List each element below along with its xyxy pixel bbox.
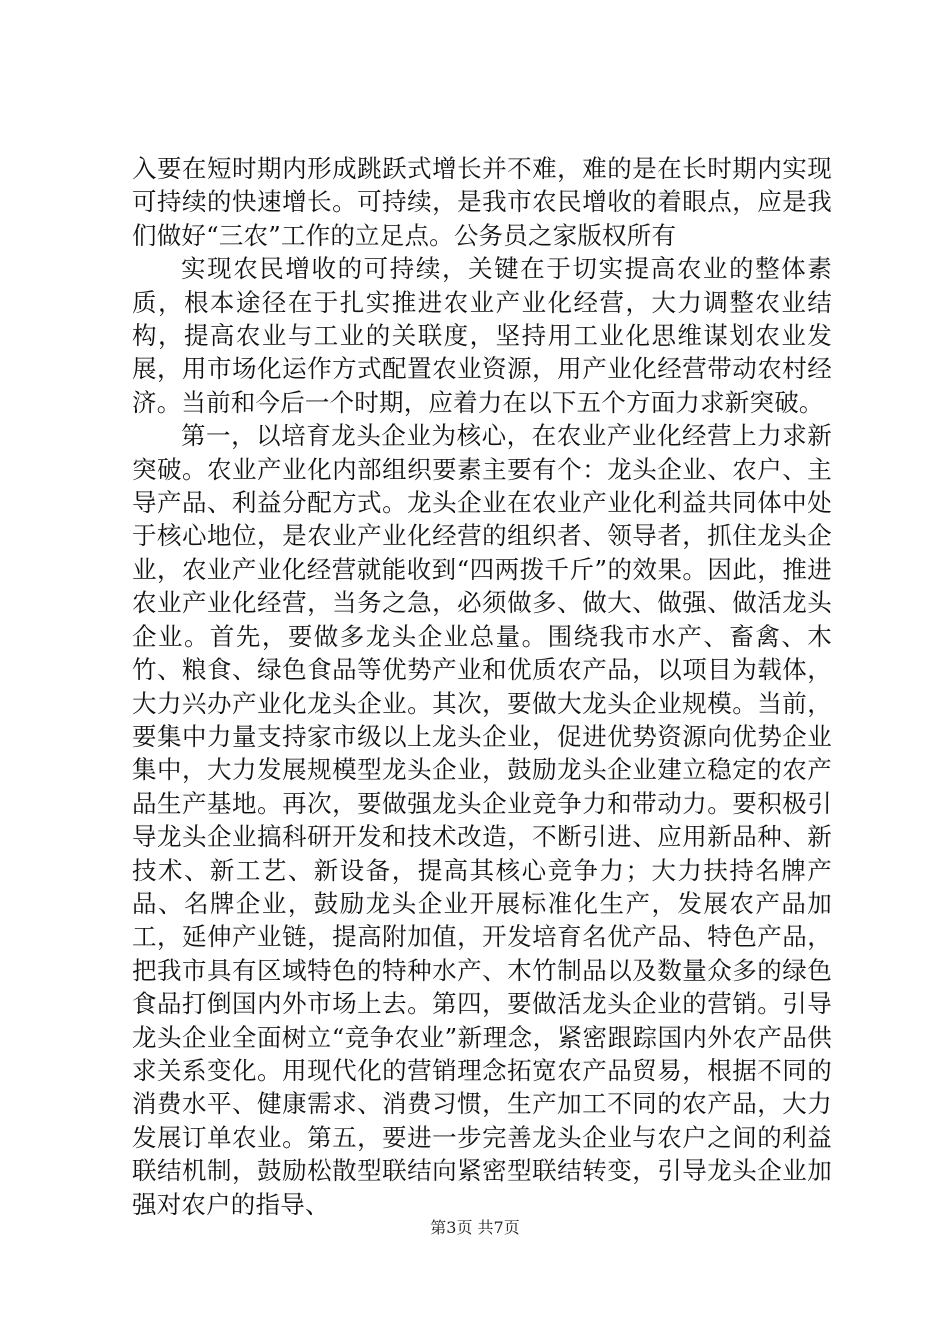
page-number-footer: 第3页 共7页 [430, 1218, 520, 1237]
document-body [132, 152, 832, 1221]
paragraph-1: 入要在短时期内形成跳跃式增长并不难，难的是在长时期内实现可持续的快速增长。可持续，是我市农民增收的着眼点，应是我们做好“三农”工作的立足点。公务员之家版权所有 [132, 154, 832, 250]
paragraph-2: 实现农民增收的可持续，关键在于切实提高农业的整体素质，根本途径在于扎实推进农业产业化经营，大力调整农业结构，提高农业与工业的关联度，坚持用工业化思维谋划农业发展，用市场化运作方式配置农业资源，用产业化经营带动农村经济。当前和今后一个时期，应着力在以下五个方面力求新突破。 [132, 254, 832, 417]
paragraph-3: 第一，以培育龙头企业为核心，在农业产业化经营上力求新突破。农业产业化内部组织要素主要有个：龙头企业、农户、主导产品、利益分配方式。龙头企业在农业产业化利益共同体中处于核心地位，是农业产业化经营的组织者、领导者，抓住龙头企业，农业产业化经营就能收到“四两拨千斤”的效果。因此，推进农业产业化经营，当务之急，必须做多、做大、做强、做活龙头企业。首先，要做多龙头企业总量。围绕我市水产、畜禽、木竹、粮食、绿色食品等优势产业和优质农产品，以项目为载体，大力兴办产业化龙头企业。其次，要做大龙头企业规模。当前，要集中力量支持家市级以上龙头企业，促进优势资源向优势企业集中，大力发展规模型龙头企业，鼓励龙头企业建立稳定的农产品生产基地。再次，要做强龙头企业竞争力和带动力。要积极引导龙头企业搞科研开发和技术改造，不断引进、应用新品种、新技术、新工艺、新设备，提高其核心竞争力；大力扶持名牌产品、名牌企业，鼓励龙头企业开展标准化生产，发展农产品加工，延伸产业链，提高附加值，开发培育名优产品、特色产品，把我市具有区域特色的特种水产、木竹制品以及数量众多的绿色食品打倒国内外市场上去。第四，要做活龙头企业的营销。引导龙头企业全面树立“竞争农业”新理念，紧密跟踪国内外农产品供求关系变化。用现代化的营销理念拓宽农产品贸易，根据不同的消费水平、健康需求、消费习惯，生产加工不同的农产品，大力发展订单农业。第五，要进一步完善龙头企业与农户之间的利益联结机制，鼓励松散型联结向紧密型联结转变，引导龙头企业加强对农户的指导、 [132, 421, 832, 1219]
